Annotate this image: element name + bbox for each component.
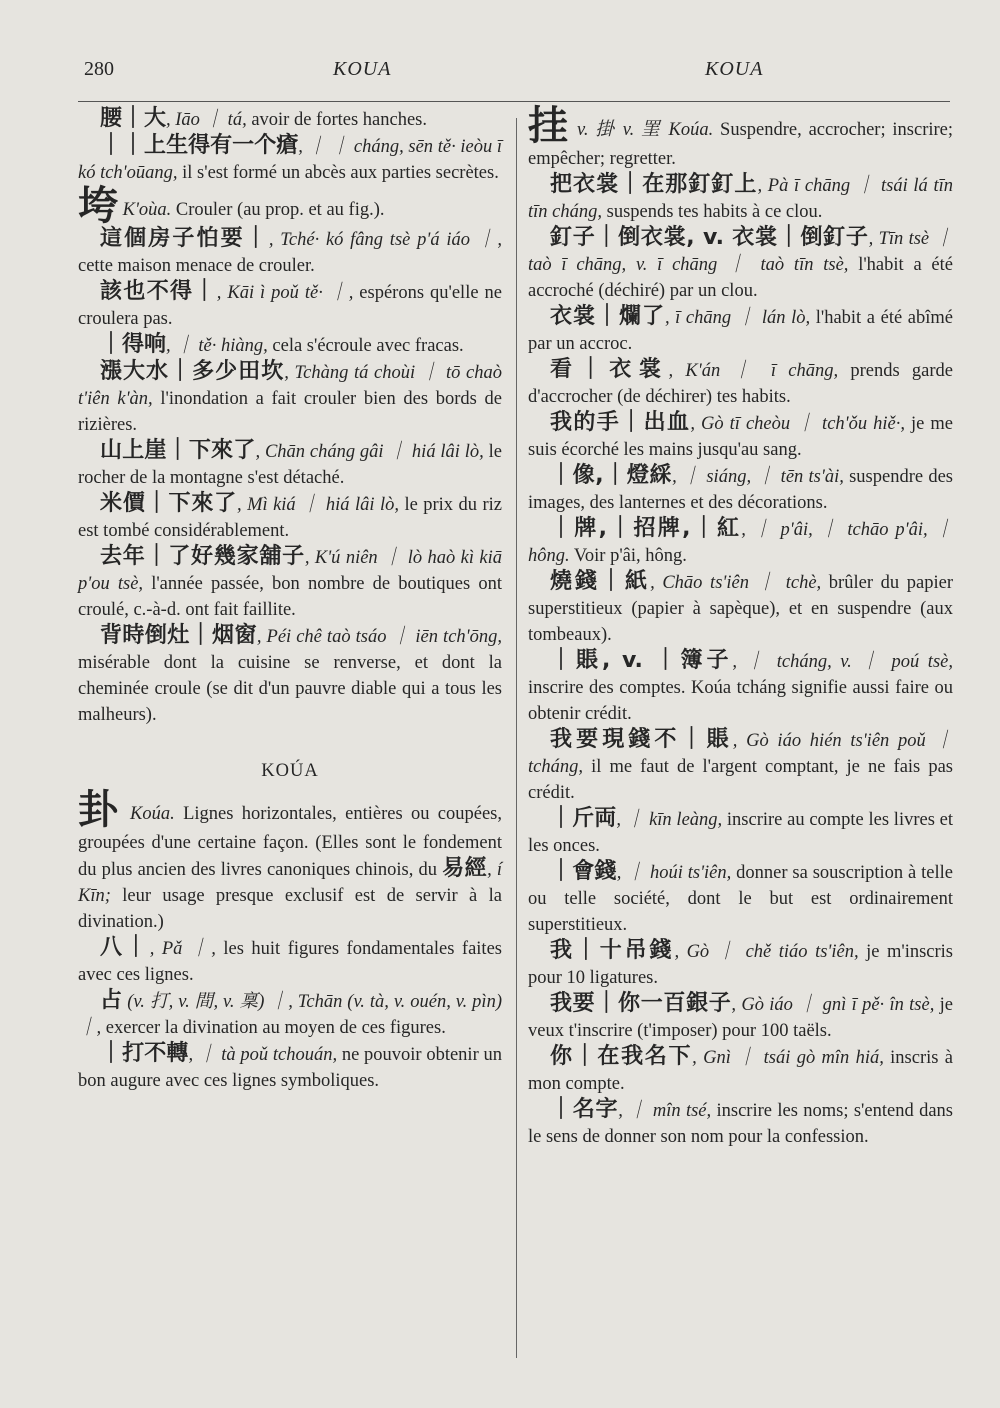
entry-chinese: 山上崖｜下來了 bbox=[100, 438, 256, 463]
entry-definition: l'inondation a fait crouler bien des bords de rizières. bbox=[78, 389, 502, 435]
entry-chinese: 燒錢｜紙 bbox=[550, 569, 651, 594]
headword-romanization: K'oùa. bbox=[118, 200, 172, 220]
headword-definition-cont: leur usage presque exclusif est de servir à la divination.) bbox=[78, 886, 502, 932]
entry-chinese: 去年｜了好幾家舖子 bbox=[100, 544, 305, 569]
running-head-left: KOUA bbox=[333, 58, 392, 80]
entry-romanization: , ｜ tě· hiàng, bbox=[166, 336, 268, 356]
entry-romanization: , Pà ī chāng ｜ tsái lá tīn tīn cháng, bbox=[528, 176, 953, 222]
entry-chinese: ｜｜上生得有一个瘡 bbox=[100, 133, 299, 158]
headword-definition: Lignes horizontales, entières ou coupées, groupées d'une certaine façon. (Elles sont le fondement du plus ancien des livres canoniques chinois, du bbox=[78, 804, 503, 880]
entry bbox=[528, 806, 953, 859]
entry-chinese: ｜得响 bbox=[100, 332, 167, 357]
entry-romanization: , Gò iáo ｜ gnì ī pě· în tsè, bbox=[731, 995, 935, 1015]
entry-romanization: , ｜ hoúi ts'iên, bbox=[616, 863, 732, 883]
entry-romanization: , Gò tī cheòu ｜ tch'ǒu hiě·, bbox=[690, 414, 905, 434]
entry-definition: inscris à mon compte. bbox=[528, 1048, 953, 1094]
entry-definition: le rocher de la montagne s'est détaché. bbox=[78, 442, 502, 488]
entry-romanization: , Mì kiá ｜ hiá lâi lò, bbox=[236, 495, 399, 515]
entry-definition: avoir de fortes hanches. bbox=[246, 110, 428, 130]
entry-romanization: , Chān cháng gâi ｜ hiá lâi lò, bbox=[255, 442, 484, 462]
entry-romanization: , Chāo ts'iên ｜ tchè, bbox=[650, 573, 822, 593]
entry-romanization: , Iāo ｜ tá, bbox=[166, 110, 247, 130]
entry bbox=[528, 225, 953, 304]
entry-definition: ne pouvoir obtenir un bon augure avec ces lignes symboliques. bbox=[78, 1045, 502, 1091]
entry bbox=[78, 226, 502, 279]
entry bbox=[528, 648, 953, 727]
entry-definition: je veux t'inscrire (t'imposer) pour 100 taëls. bbox=[528, 995, 953, 1041]
entry-romanization: , K'án ｜ ī chāng, bbox=[668, 361, 839, 381]
entry bbox=[528, 516, 953, 569]
entry-definition: je me suis écorché les mains jusqu'au sang. bbox=[528, 414, 953, 460]
entry-definition: l'habit a été accroché (déchiré) par un clou. bbox=[528, 255, 953, 301]
entry-chinese: 我要現錢不｜賬 bbox=[550, 727, 733, 752]
left-column bbox=[78, 106, 502, 1094]
entry-romanization: , Pǎ ｜, bbox=[149, 939, 216, 959]
entry-definition: l'habit a été abîmé par un accroc. bbox=[528, 308, 953, 354]
entry-romanization: , ｜ p'âi, ｜ tchāo p'âi, ｜ hông. bbox=[528, 520, 954, 566]
entry-romanization: , Gò ｜ chě tiáo ts'iên, bbox=[674, 942, 859, 962]
entry bbox=[78, 332, 502, 359]
entry-romanization: , ｜ tcháng, v. ｜ poú tsè, bbox=[732, 652, 953, 672]
entry-romanization: , ｜ mîn tsé, bbox=[618, 1101, 712, 1121]
entry-chinese: ｜打不轉 bbox=[100, 1041, 189, 1066]
entry-romanization: , K'ú niên ｜ lò haò kì kiā p'ou tsè, bbox=[78, 548, 502, 594]
entry-chinese: ｜牌,｜招牌,｜紅 bbox=[550, 516, 742, 541]
entry-definition: inscrire des comptes. Koúa tcháng signifie aussi faire ou obtenir crédit. bbox=[528, 678, 953, 724]
entry bbox=[78, 935, 502, 988]
entry-romanization: , Kāi ì poǔ tě· ｜, bbox=[216, 283, 354, 303]
entry bbox=[528, 304, 953, 357]
entry-chinese: ｜像,｜燈綵 bbox=[550, 463, 673, 488]
entry-romanization: , Tché· kó fâng tsè p'á iáo ｜, bbox=[268, 230, 502, 250]
entry-definition: brûler du papier superstitieux (papier à sapèque), et en suspendre (aux tombeaux). bbox=[528, 573, 953, 645]
entry-definition: inscrire au compte les livres et les onces. bbox=[528, 810, 953, 856]
entry-romanization: , Tchàng tá choùi ｜ tō chaò t'iên k'àn, bbox=[78, 363, 502, 409]
entry-definition: inscrire les noms; s'entend dans le sens de donner son nom pour la confession. bbox=[528, 1101, 953, 1147]
entry-romanization: , Péi chê taò tsáo ｜ iēn tch'ōng, bbox=[256, 627, 502, 647]
entry-chinese: ｜會錢 bbox=[550, 859, 617, 884]
entry-definition: Voir p'âi, hông. bbox=[569, 546, 687, 566]
headword-definition: Crouler (au prop. et au fig.). bbox=[171, 200, 385, 220]
entry-chinese: 看｜衣裳 bbox=[550, 357, 669, 382]
entry-definition: cela s'écroule avec fracas. bbox=[267, 336, 464, 356]
entry-chinese: 八｜ bbox=[100, 935, 150, 960]
entry-chinese: 米價｜下來了 bbox=[100, 491, 237, 516]
entry-chinese: 你｜在我名下 bbox=[550, 1044, 693, 1069]
entry bbox=[78, 279, 502, 332]
headword-romanization: v. 掛 v. 罣 Koúa. bbox=[570, 120, 714, 140]
entry bbox=[528, 727, 953, 806]
entry-chinese: 釘子｜倒衣裳, v. 衣裳｜倒釘子 bbox=[550, 225, 869, 250]
entry-chinese: 衣裳｜爛了 bbox=[550, 304, 665, 329]
entry-definition: cette maison menace de crouler. bbox=[78, 256, 315, 276]
entry bbox=[528, 991, 953, 1044]
headword-entry bbox=[78, 787, 503, 935]
entry bbox=[528, 410, 953, 463]
headword-character: 卦 bbox=[78, 787, 122, 833]
entry bbox=[78, 623, 502, 728]
entry-definition: suspends tes habits à ce clou. bbox=[602, 202, 823, 222]
entry bbox=[528, 569, 953, 648]
page-header bbox=[78, 58, 938, 88]
section-title: KOÚA bbox=[261, 761, 319, 781]
entry bbox=[528, 1097, 953, 1150]
entry bbox=[78, 438, 502, 491]
entry-definition: les huit figures fondamentales faites avec ces lignes. bbox=[78, 939, 502, 985]
entry-chinese: 把衣裳｜在那釘釘上 bbox=[550, 172, 758, 197]
entry-chinese: 占 bbox=[100, 988, 123, 1013]
entry-chinese: 漲大水｜多少田坎 bbox=[100, 359, 285, 384]
entry-romanization: , Gò iáo hién ts'iên poǔ ｜ tcháng, bbox=[528, 731, 953, 777]
headword-character: 垮 bbox=[78, 183, 118, 229]
book-title-chinese: 易經 bbox=[442, 856, 488, 881]
entry bbox=[78, 988, 502, 1041]
entry-chinese: 這個房子怕要｜ bbox=[100, 226, 269, 251]
entry-romanization: , Tīn tsè ｜ taò ī chāng, v. ī chāng ｜ taò tīn tsè, bbox=[528, 229, 953, 275]
entry-romanization: , ī chāng ｜ lán lò, bbox=[664, 308, 811, 328]
entry bbox=[528, 859, 953, 938]
entry-romanization: , ｜ siáng, ｜ tēn ts'ài, bbox=[672, 467, 844, 487]
entry-chinese: 我的手｜出血 bbox=[550, 410, 691, 435]
entry-romanization: , ｜ tà poǔ tchouán, bbox=[188, 1045, 338, 1065]
entry-romanization: , ｜ ｜ cháng, sēn tě· ieòu ī kó tch'oūang, bbox=[78, 137, 502, 183]
entry-chinese: 該也不得｜ bbox=[100, 279, 217, 304]
entry-chinese: ｜斤両 bbox=[550, 806, 617, 831]
entry-definition: espérons qu'elle ne croulera pas. bbox=[78, 283, 502, 329]
entry-definition: il s'est formé un abcès aux parties secrètes. bbox=[177, 163, 499, 183]
entry bbox=[78, 133, 502, 186]
page-number: 280 bbox=[84, 58, 114, 80]
entry bbox=[78, 106, 502, 133]
entry-chinese: 腰｜大 bbox=[100, 106, 167, 131]
entry-definition: l'année passée, bon nombre de boutiques ont croulé, c.-à-d. ont fait faillite. bbox=[78, 574, 502, 620]
entry-definition: le prix du riz est tombé considérablement. bbox=[78, 495, 502, 541]
entry-chinese: ｜名字 bbox=[550, 1097, 619, 1122]
entry-chinese: 我要｜你一百銀子 bbox=[550, 991, 732, 1016]
entry bbox=[78, 359, 502, 438]
column-divider bbox=[516, 118, 517, 1358]
entry-definition: donner sa souscription à telle ou telle société, dont le but est ordinairement superstitieux. bbox=[528, 863, 953, 935]
entry-definition: misérable dont la cuisine se renverse, et dont la cheminée croule (se dit d'un pauvre diable qui a tous les malheurs). bbox=[78, 653, 502, 725]
entry-chinese: ｜賬, v. ｜簿子 bbox=[550, 648, 733, 673]
entry-definition: il me faut de l'argent comptant, je ne fais pas crédit. bbox=[528, 757, 953, 803]
entry-chinese: 我｜十吊錢 bbox=[550, 938, 675, 963]
entry-romanization: , ｜ kīn leàng, bbox=[616, 810, 723, 830]
entry-definition: suspendre des images, des lanternes et des décorations. bbox=[528, 467, 953, 513]
running-head-right: KOUA bbox=[705, 58, 764, 80]
entry bbox=[78, 491, 502, 544]
headword-romanization: Koúa. bbox=[121, 804, 175, 824]
entry-romanization: , Gnì ｜ tsái gò mîn hiá, bbox=[692, 1048, 884, 1068]
entry-romanization: (v. 打, v. 間, v. 稟) ｜, Tchān (v. tà, v. ouén, v. pìn) ｜, bbox=[78, 992, 502, 1038]
headword-character: 挂 bbox=[528, 103, 571, 149]
entry-definition: prends garde d'accrocher (de déchirer) tes habits. bbox=[528, 361, 953, 407]
header-rule bbox=[78, 101, 950, 102]
entry bbox=[78, 544, 502, 623]
entry bbox=[528, 938, 953, 991]
book-title-romanization: , í Kīn; bbox=[78, 860, 502, 906]
entry bbox=[528, 172, 953, 225]
entry bbox=[78, 1041, 502, 1094]
entry-definition: je m'inscris pour 10 ligatures. bbox=[528, 942, 953, 988]
headword-entry bbox=[528, 103, 954, 172]
entry bbox=[528, 463, 953, 516]
entry-definition: exercer la divination au moyen de ces figures. bbox=[101, 1018, 446, 1038]
headword-entry bbox=[78, 183, 502, 229]
entry bbox=[528, 357, 953, 410]
headword-definition: Suspendre, accrocher; inscrire; empêcher; regretter. bbox=[528, 120, 954, 169]
entry bbox=[528, 1044, 953, 1097]
entry-chinese: 背時倒灶｜烟窗 bbox=[100, 623, 257, 648]
right-column bbox=[528, 103, 954, 1150]
